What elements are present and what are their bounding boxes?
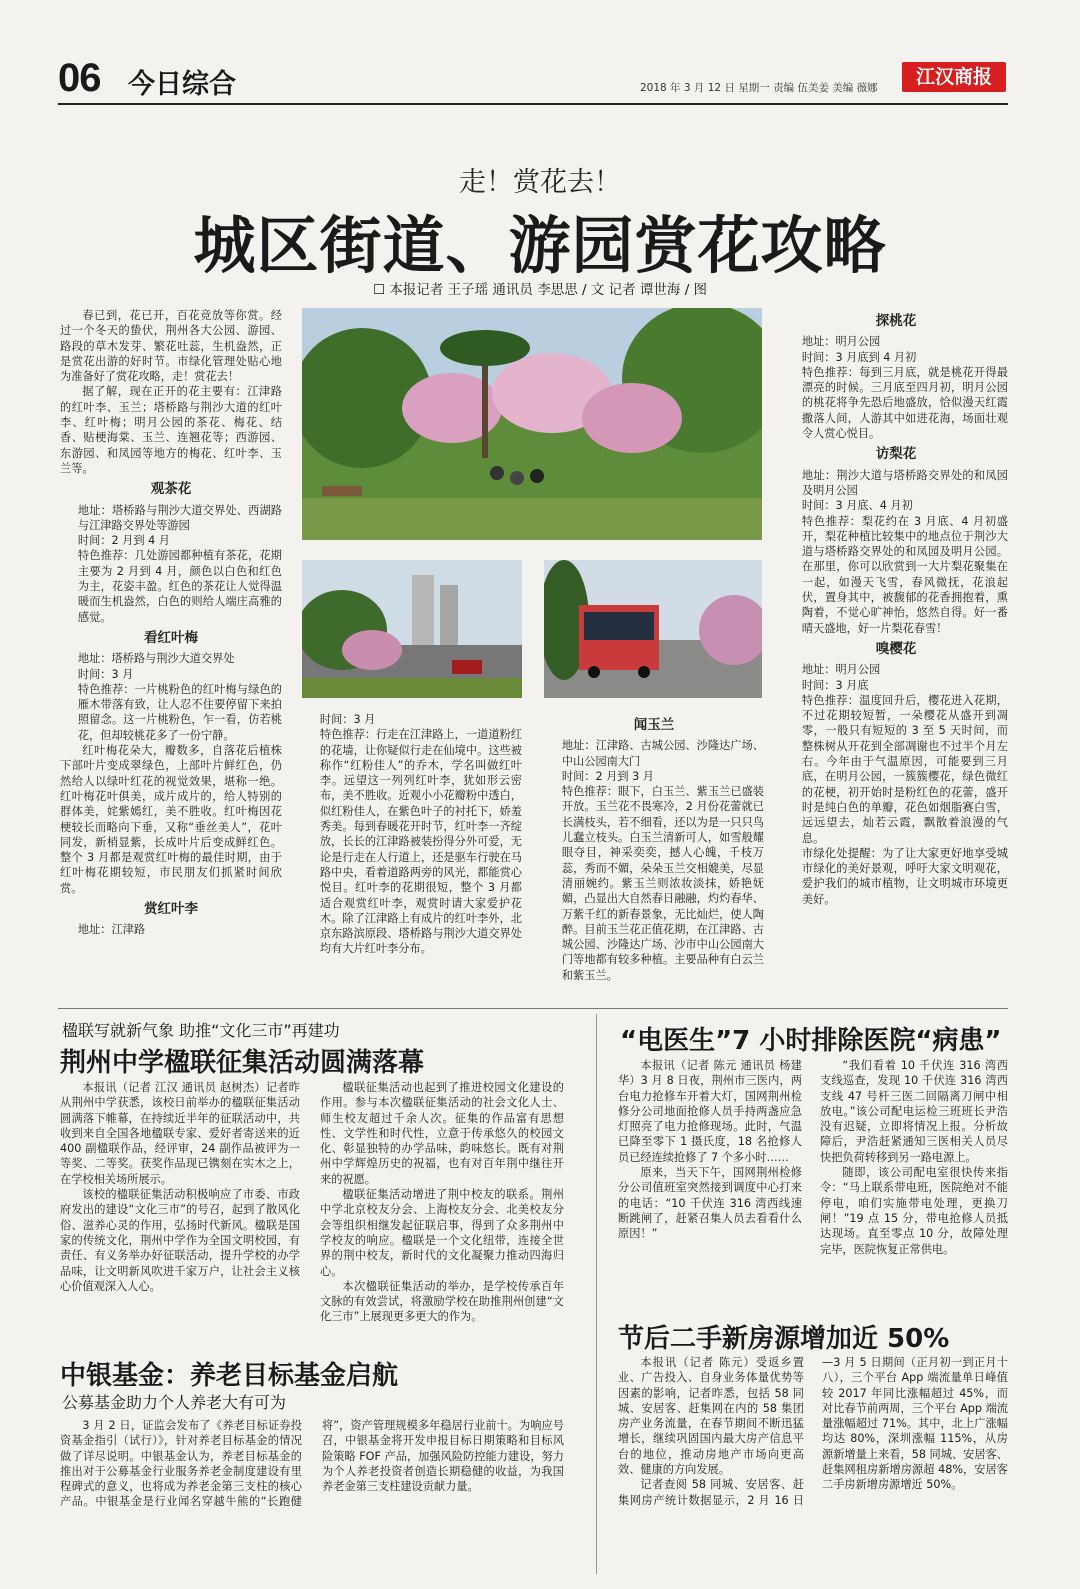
li-time: 时间：3 月底、4 月初 (801, 499, 913, 513)
cha-desc: 特色推荐：几处游园都种植有茶花，花期主要为 2 月到 4 月，颜色以白色和红色为主，花姿丰盈。红色的茶花让人觉得温暖而生机盎然，白色的则给人端庄高雅的感觉。 (77, 549, 282, 624)
feature-column-4 (784, 308, 1008, 1003)
article1-column-1 (60, 1080, 300, 1340)
section-heading-wyl: 闻玉兰 (633, 717, 675, 733)
page-number: 06 (58, 56, 101, 100)
feature-headline: 城区街道、游园赏花攻略 (193, 209, 887, 282)
section-heading-hyl: 赏红叶李 (144, 900, 198, 917)
bus-photo (544, 560, 762, 698)
article1-p1: 本报讯（记者 江汉 通讯员 赵树杰）记者昨从荆州中学获悉，该校日前举办的楹联征集活动圆满落下帷幕，在持续近半年的征联活动中，共收到来自全国各地楹联专家、爱好者寄送来的近 400 副楹联作品，经评审，24 副作品被评为一等奖、二等奖。获奖作品现已镌刻在实木之上，在学校相关场所展示。 (60, 1081, 300, 1186)
intro-paragraph: 春已到，花已开，百花竞放等你赏。经过一个冬天的蛰伏，荆州各大公园、游园、路段的草木发芽、繁花吐蕊，生机盎然，正是赏花出游的好时节。市绿化管理处贴心地为准备好了赏花攻略，走！赏花去！ (60, 309, 282, 384)
wyl-desc: 特色推荐：眼下，白玉兰、紫玉兰已盛装开放。玉兰花不畏寒冷，2 月份花蕾就已长满枝头，若不细看，还以为是一只只鸟儿蠢立枝头。白玉兰清新可人，如雪般耀眼夺目，神采奕奕，撼人心魄，千枝万蕊，秀而不媚，朵朵玉兰交相媲美，尽显清丽婉约。紫玉兰则浓妆淡抹，娇艳妩媚，凸显出大自然春日融融，灼灼春华、万紫千红的新春景象，无比灿烂，使人陶醉。目前玉兰花正值花期，在江津路、古城公园、沙隆达广场、沙市中山公园南大门等地都有较多种植。主要品种有白云兰和紫玉兰。 (561, 785, 764, 982)
tao-address: 地址：明月公园 (801, 335, 881, 349)
article2-p3: “我们看着 10 千伏连 316 湾西支线巡查，发现 10 千伏连 316 湾西支线 47 号杆三医二回隔离刀闸中相放电。”该公司配电运检三班班长尹浩没有迟疑，立即将情况上报。分析故障后，尹浩赶紧通知三医相关人员尽快把负荷转移到另一路电源上。 (820, 1059, 1008, 1164)
article3-p1: 3 月 2 日，证监会发布了《养老目标证券投资基金指引（试行）》，针对养老目标基金的情况做了详尽说明。中银基金认为，养老目标基金的推出对于公募基金行业服务养老金制度建设有里程碑式的意义，也将成为养老金第三支柱的核心产品。中银基金是行业闻名穿越牛熊的“长跑健将”，资产管理规模多年稳居行业前十。为响应号召，中银基金将开发申报目标日期策略和目标风险策略 FOF 产品，加强风险防控能力建设，努力为个人养老投资者创造长期稳健的收益，为我国养老金第三支柱建设贡献力量。 (60, 1419, 564, 1509)
article2-p1: 本报讯（记者 陈元 通讯员 杨建华）3 月 8 日夜，荆州市三医内，两台电力抢修车开着大灯，国网荆州检修分公司地面抢修人员手持两盏应急灯照亮了电力抢修现场。此时，气温已降至零下 1 摄氏度，18 名抢修人员已经连续抢修了 7 个多小时…… (618, 1059, 802, 1164)
feature-byline: ☐ 本报记者 王子瑶 通讯员 李思思 / 文 记者 谭世海 / 图 (372, 282, 708, 298)
hym-time: 时间：3 月 (77, 667, 134, 681)
tao-desc: 特色推荐：每到三月底，就是桃花开得最漂亮的时候。三月底至四月初，明月公园的桃花将争先恐后地盛放，恰似漫天红霞撒落人间，人游其中如进花海，场面壮观令人赏心悦目。 (801, 365, 1008, 441)
masthead-logo: 江汉商报 (902, 62, 1006, 92)
street-photo (302, 560, 522, 698)
article4-body (618, 1355, 1008, 1541)
article1-p4: 楹联征集活动增进了荆中校友的联系。荆州中学北京校友分会、上海校友分会、北美校友分会等组织相继发起征联启事，得到了众多荆州中学校友的响应。楹联是一个文化纽带，连接全世界的荆中校友，新时代的文化凝聚力推动四海归心。 (320, 1188, 564, 1278)
section-divider (58, 1008, 1008, 1009)
intro-paragraph-2: 据了解，现在正开的花主要有：江津路的红叶李、玉兰；塔桥路与荆沙大道的红叶李、红叶梅；明月公园的茶花、梅花、结香、贴梗海棠、玉兰、连翘花等；西游园、东游园、和凤园等地方的梅花、红叶李、玉兰等。 (60, 385, 282, 475)
article1-p5: 本次楹联征集活动的举办，是学校传承百年文脉的有效尝试，将激励学校在助推荆州创建“文化三市”上展现更多更大的作为。 (320, 1279, 564, 1324)
section-heading-tao: 探桃花 (875, 313, 917, 329)
li-desc: 特色推荐：梨花约在 3 月底、4 月初盛开，梨花种植比较集中的地点位于荆沙大道与塔桥路交界处的和凤园及明月公园。在那里，你可以欣赏到一大片梨花聚集在一起，如漫天飞雪，春风微抚，花浪起伏，置身其中，被馥郁的花香拥抱着，熏陶着，不觉心旷神怡，悠然自得。好一番晴天盛地，好一片梨花春雪！ (801, 514, 1008, 635)
section-heading-li: 访梨花 (875, 446, 917, 463)
feature-column-2 (302, 712, 522, 1004)
ying-tip: 市绿化处提醒：为了让大家更好地享受城市绿化的美好景观，呼吁大家文明观花，爱护我们的城市植物，让文明城市环境更美好。 (801, 846, 1008, 906)
feature-kicker: 走！赏花去！ (459, 167, 621, 198)
article2-title: “电医生”7 小时排除医院“病患” (620, 1026, 1002, 1056)
cha-time: 时间：2 月到 4 月 (77, 534, 170, 548)
article4-p1: 本报讯（记者 陈元）受返乡置业、广告投入、自身业务体量优势等因素的影响，记者昨悉，包括 58 同城、安居客、赶集网在内的 58 集团房产业务流量，在春节期间不断迅猛增长，继续巩固国内最大房产信息平台的地位，推动房地产市场向更高效、健康的方向发展。 (618, 1356, 804, 1477)
ying-address: 地址：明月公园 (801, 663, 881, 677)
ying-time: 时间：3 月底 (801, 678, 869, 692)
article1-column-2 (320, 1080, 564, 1340)
hym-address: 地址：塔桥路与荆沙大道交界处 (77, 652, 235, 666)
section-heading-ying: 嗅樱花 (875, 640, 917, 657)
wyl-address: 地址：江津路、古城公园、沙隆达广场、中山公园南大门 (561, 739, 764, 768)
article1-subtitle: 楹联写就新气象 助推“文化三市”再建功 (62, 1021, 340, 1040)
article3-title: 中银基金：养老目标基金启航 (60, 1361, 399, 1391)
article1-p2: 该校的楹联征集活动积极响应了市委、市政府发出的建设“文化三市”的号召，起到了散风化俗、滋养心灵的作用，弘扬时代新风。楹联是国家的传统文化，荆州中学作为全国文明校园，有责任、有义务举办好征联活动，提升学校的办学品味，让文明新风吹进千家万户，让社会主义核心价值观深入人心。 (60, 1188, 300, 1293)
wyl-time: 时间：2 月到 3 月 (561, 769, 654, 783)
li-address: 地址：荆沙大道与塔桥路交界处的和凤园及明月公园 (801, 468, 1008, 497)
hyl-time: 时间：3 月 (319, 713, 376, 726)
issue-meta: 2018 年 3 月 12 日 星期一 责编 伍美姜 美编 薇娜 (640, 82, 878, 94)
article2-p4: 随即，该公司配电室很快传来指令：“马上联系带电班，医院绝对不能停电，咱们实施带电处理，更换刀闸！”19 点 15 分，带电抢修人员抵达现场。直至零点 10 分，故障处理完毕，医院恢复正常供电。 (820, 1166, 1008, 1256)
section-heading-hym: 看红叶梅 (144, 629, 198, 646)
article4-title: 节后二手新房源增加近 50% (618, 1324, 950, 1354)
hym-desc-2: 红叶梅花朵大，瓣数多，自落花后植株下部叶片变成翠绿色，上部叶片鲜红色，仍然给人以绿叶红花的视觉效果，堪称一绝。红叶梅花叶俱美，成片成片的，给人特别的群体美，姹紫嫣红，美不胜收。红叶梅因花梗较长而略向下垂，又称“垂丝美人”，花叶同发，新梢显紫，长成叶片后变成鲜红色。整个 3 月都是观赏红叶梅的最佳时期，由于红叶梅花期较短，市民朋友们抓紧时间欣赏。 (60, 744, 282, 895)
hyl-address: 地址：江津路 (77, 923, 146, 937)
tao-time: 时间：3 月底到 4 月初 (801, 350, 917, 364)
hym-desc: 特色推荐：一片桃粉色的红叶梅与绿色的雁木带落有致，让人忍不住要停留下来拍照留念。这一片桃粉色，乍一看，仿若桃花，但却较桃花多了一份宁静。 (77, 682, 282, 742)
hyl-desc: 特色推荐：行走在江津路上，一道道粉红的花墙，让你疑似行走在仙境中。这些被称作“红粉佳人”的乔木，学名叫做红叶李。远望这一列列红叶李，犹如形云密布，美不胜收。近观小小花瓣粉中透白，似红粉佳人，在紫色叶子的衬托下，娇羞秀美。每到春暖花开时节，红叶李一齐绽放，长长的江津路被装扮得分外可爱，无论是行走在人行道上，还是驱车行驶在马路中央，看着道路两旁的风光，都能赏心悦目。红叶李的花期很短，整个 3 月都适合观赏红叶李，观赏时请大家爱护花木。除了江津路上有成片的红叶李外，北京东路滨原段、塔桥路与荆沙大道交界处均有大片红叶李分布。 (319, 728, 522, 956)
section-heading-cha: 观茶花 (150, 481, 192, 498)
header-rule (58, 103, 1008, 105)
article4-p2: 记者查阅 58 同城、安居客、赶集网房产统计数据显示，2 月 16 日—3 月 5 日期间（正月初一到正月十八），三个平台 App 端流量单日峰值较 2017 年同比涨幅超过 45%，而对比春节前两周，三个平台 App 端流量涨幅超过 71%。其中，北上广涨幅均达 80%，深圳涨幅 115%，从房源新增量上来看，58 同城、安居客、赶集网租房新增房源超 48%，安居客二手房新增房源增近 50%。 (618, 1356, 1008, 1507)
article2-p2: 原来，当天下午，国网荆州检修分公司值班室突然接到调度中心打来的电话：“10 千伏连 316 湾西线速断跳闸了，赶紧召集人员去看看什么原因！” (618, 1166, 802, 1241)
park-photo (302, 308, 762, 540)
article2-column-2 (820, 1058, 1008, 1278)
article1-title: 荆州中学楹联征集活动圆满落幕 (60, 1048, 425, 1078)
cha-address: 地址：塔桥路与荆沙大道交界处、西湖路与江津路交界处等游园 (77, 503, 282, 532)
ying-desc: 特色推荐：温度回升后，樱花进入花期，不过花期较短暂，一朵樱花从盛开到凋零，一般只有短短的 3 至 5 天时间，而整株树从开花到全部凋谢也不过半个月左右。今年由于气温原因，可能要到三月底，在明月公园，一簇簇樱花，绿色微红的花梗，初开始时是粉红色的花蕾，盛开时是纯白色的单瓣，花色如烟脂赛白雪，远远望去，灿若云霞，飘散着浪漫的气息。 (801, 693, 1008, 845)
section-title: 今日综合 (128, 69, 236, 100)
article2-column-1 (618, 1058, 802, 1278)
article3-body (60, 1418, 564, 1528)
article1-p3: 楹联征集活动也起到了推进校园文化建设的作用。参与本次楹联征集活动的社会文化人士、师生校友超过千余人次。征集的作品富有思想性、文学性和时代性，立意于传承悠久的校园文化、彰显独特的办学品味，韵味悠长。既有对荆州中学辉煌历史的祝福，也有对百年荆中继往开来的祝愿。 (320, 1081, 564, 1186)
feature-column-3 (544, 712, 764, 1004)
feature-column-1 (60, 308, 282, 1003)
column-divider (596, 1014, 597, 1574)
article3-subtitle: 公募基金助力个人养老大有可为 (62, 1393, 287, 1412)
